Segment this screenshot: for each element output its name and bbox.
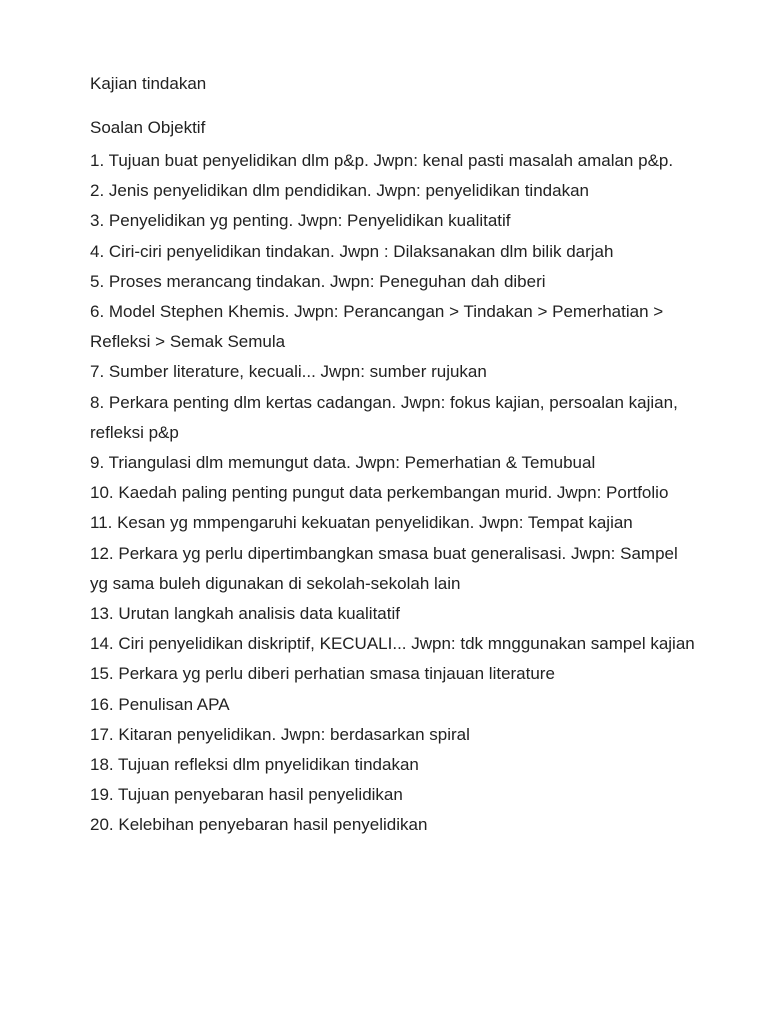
list-item: 11. Kesan yg mmpengaruhi kekuatan penyelidikan. Jwpn: Tempat kajian <box>90 513 633 533</box>
document-title: Kajian tindakan <box>90 74 207 93</box>
list-item: 14. Ciri penyelidikan diskriptif, KECUALI... Jwpn: tdk mnggunakan sampel kajian <box>90 634 695 654</box>
list-item: 4. Ciri-ciri penyelidikan tindakan. Jwpn : Dilaksanakan dlm bilik darjah <box>90 241 614 261</box>
list-item: 1. Tujuan buat penyelidikan dlm p&p. Jwpn: kenal pasti masalah amalan p&p. <box>90 151 674 170</box>
list-item: 18. Tujuan refleksi dlm pnyelidikan tindakan <box>90 755 419 775</box>
list-item: 17. Kitaran penyelidikan. Jwpn: berdasarkan spiral <box>90 724 470 744</box>
list-item: 13. Urutan langkah analisis data kualitatif <box>90 604 400 624</box>
list-item: 2. Jenis penyelidikan dlm pendidikan. Jwpn: penyelidikan tindakan <box>90 181 589 201</box>
list-item: 16. Penulisan APA <box>90 694 230 714</box>
list-item: 8. Perkara penting dlm kertas cadangan. Jwpn: fokus kajian, persoalan kajian, refleksi p&p <box>90 392 678 442</box>
list-item: 6. Model Stephen Khemis. Jwpn: Perancangan > Tindakan > Pemerhatian > Refleksi > Semak Semula <box>90 302 664 352</box>
list-item: 3. Penyelidikan yg penting. Jwpn: Penyelidikan kualitatif <box>90 211 511 231</box>
list-item: 7. Sumber literature, kecuali... Jwpn: sumber rujukan <box>90 362 487 382</box>
list-item: 19. Tujuan penyebaran hasil penyelidikan <box>90 785 403 805</box>
list-item: 5. Proses merancang tindakan. Jwpn: Peneguhan dah diberi <box>90 271 546 291</box>
list-item: 12. Perkara yg perlu dipertimbangkan smasa buat generalisasi. Jwpn: Sampel yg sama buleh digunakan di sekolah-sekolah lain <box>90 543 678 593</box>
question-list <box>90 146 700 841</box>
list-item: 9. Triangulasi dlm memungut data. Jwpn: Pemerhatian & Temubual <box>90 453 596 473</box>
list-item: 20. Kelebihan penyebaran hasil penyelidikan <box>90 815 428 835</box>
list-item: 10. Kaedah paling penting pungut data perkembangan murid. Jwpn: Portfolio <box>90 483 669 503</box>
list-item: 15. Perkara yg perlu diberi perhatian smasa tinjauan literature <box>90 664 555 684</box>
section-title: Soalan Objektif <box>90 118 206 137</box>
